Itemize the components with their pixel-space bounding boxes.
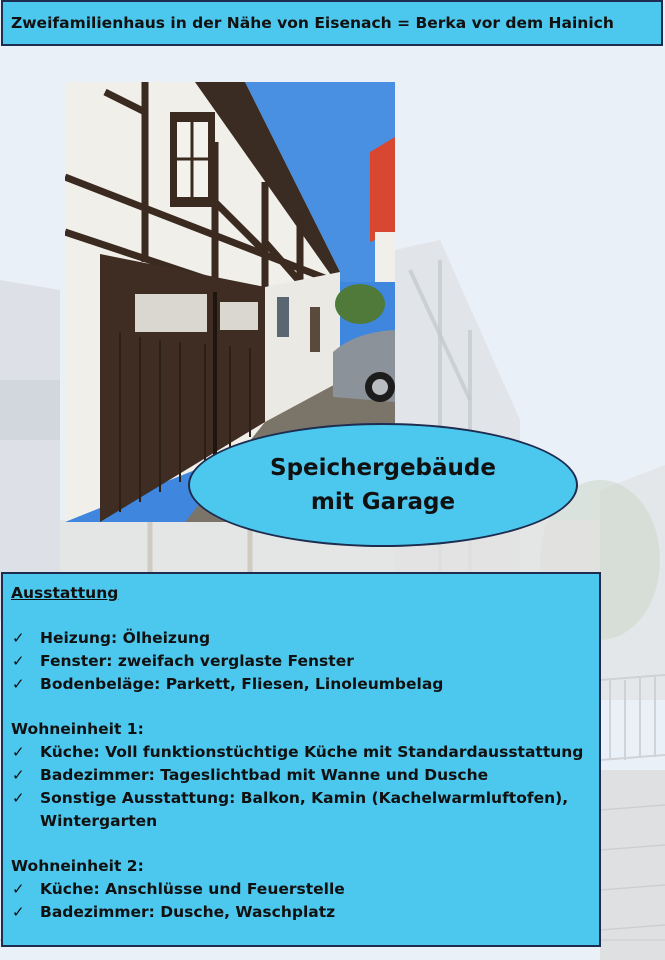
page-title: Zweifamilienhaus in der Nähe von Eisenach = Berka vor dem Hainich bbox=[11, 14, 614, 32]
list-item: ✓ Sonstige Ausstattung: Balkon, Kamin (Kachelwarmluftofen), Wintergarten bbox=[12, 789, 569, 830]
list-item: ✓ Küche: Anschlüsse und Feuerstelle bbox=[11, 878, 599, 901]
list-item: ✓ Küche: Voll funktionstüchtige Küche mit Standardausstattung bbox=[11, 741, 599, 764]
header-title-bar bbox=[1, 0, 663, 46]
checkmark-icon: ✓ bbox=[12, 675, 25, 693]
wohneinheit-2-heading: Wohneinheit 2: bbox=[11, 857, 144, 875]
checkmark-icon: ✓ bbox=[12, 652, 25, 670]
list-item: ✓ Fenster: zweifach verglaste Fenster bbox=[11, 650, 599, 673]
checkmark-icon: ✓ bbox=[12, 629, 25, 647]
list-item: ✓ Heizung: Ölheizung bbox=[11, 627, 599, 650]
wohneinheit-1-heading: Wohneinheit 1: bbox=[11, 720, 144, 738]
list-item: ✓ Bodenbeläge: Parkett, Fliesen, Linoleumbelag bbox=[11, 673, 599, 696]
list-item: ✓ Badezimmer: Dusche, Waschplatz bbox=[11, 901, 599, 924]
callout-line-2: mit Garage bbox=[310, 489, 456, 515]
checkmark-icon: ✓ bbox=[12, 880, 25, 898]
callout-ellipse bbox=[188, 423, 578, 547]
features-box bbox=[1, 572, 601, 947]
checkmark-icon: ✓ bbox=[12, 789, 25, 807]
checkmark-icon: ✓ bbox=[12, 903, 25, 921]
checkmark-icon: ✓ bbox=[12, 766, 25, 784]
list-item: ✓ Badezimmer: Tageslichtbad mit Wanne und Dusche bbox=[11, 764, 599, 787]
callout-line-1: Speichergebäude bbox=[270, 455, 496, 481]
ausstattung-heading: Ausstattung bbox=[11, 584, 119, 602]
checkmark-icon: ✓ bbox=[12, 743, 25, 761]
